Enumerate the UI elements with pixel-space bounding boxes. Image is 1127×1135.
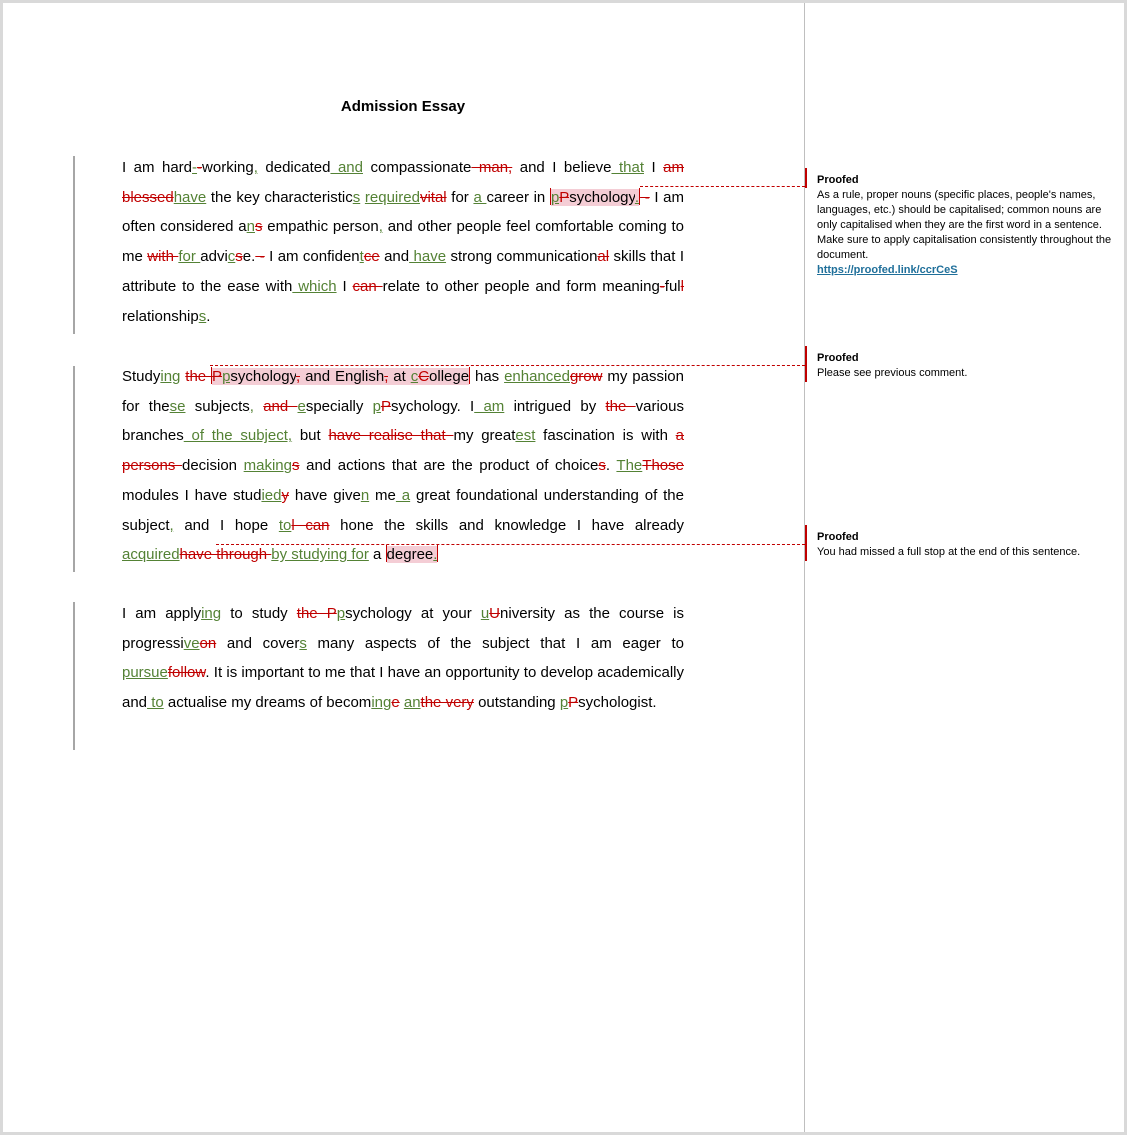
comment-marker-2 <box>805 346 807 382</box>
text-run: and English <box>300 368 385 385</box>
text-run: ful <box>664 277 681 295</box>
deleted-text: s <box>235 248 243 266</box>
text-run: my passion for the <box>122 368 684 415</box>
text-run: sychologist. <box>578 694 657 712</box>
text-run: and I believe <box>512 159 612 176</box>
inserted-text: acquired <box>122 546 180 564</box>
text-run: the key characteristic <box>206 188 353 206</box>
comment-connector-2 <box>210 365 805 366</box>
text-run: and cover <box>216 634 300 652</box>
deleted-text: - <box>640 188 650 206</box>
inserted-text: which <box>292 277 337 295</box>
inserted-text: s <box>299 634 307 652</box>
inserted-text: ing <box>201 605 222 622</box>
inserted-text: for <box>178 248 201 266</box>
comment-author: Proofed <box>817 174 859 186</box>
paragraph-3[interactable] <box>122 599 684 718</box>
text-run: actualise my dreams of becom <box>163 694 372 712</box>
deleted-text: U <box>489 605 501 622</box>
comment-1[interactable] <box>817 173 1112 278</box>
inserted-text: p <box>372 397 381 415</box>
deleted-text: s <box>254 218 263 236</box>
text-run: outstanding <box>473 694 560 712</box>
inserted-text: p <box>550 188 560 206</box>
comment-link[interactable]: https://proofed.link/ccrCeS <box>817 264 958 276</box>
change-bar-2 <box>73 366 75 572</box>
inserted-text: s <box>198 307 207 325</box>
comment-anchor-caret <box>437 545 438 562</box>
comment-marker-1 <box>805 168 807 188</box>
inserted-text: . <box>433 546 438 564</box>
deleted-text: the P <box>296 605 337 622</box>
deleted-text: s <box>292 457 300 475</box>
inserted-text: ve <box>183 634 200 652</box>
text-run: and actions that are the product of choice <box>299 457 599 475</box>
deleted-text: C <box>418 368 430 385</box>
deleted-text: - <box>659 277 665 295</box>
inserted-text: pursue <box>122 664 168 682</box>
deleted-text: have through <box>179 546 272 564</box>
inserted-text: required <box>364 188 420 206</box>
text-run: . <box>206 307 211 325</box>
text-run <box>254 398 263 415</box>
text-run: various branches <box>122 397 684 445</box>
deleted-text: on <box>199 634 217 652</box>
inserted-text: n <box>246 218 255 236</box>
text-run: working <box>202 159 254 176</box>
inserted-text: , <box>253 159 258 176</box>
deleted-text: grow <box>569 368 603 385</box>
text-run: Study <box>122 368 161 385</box>
text-run: many aspects of the subject that I am eager to <box>306 634 684 652</box>
comment-3[interactable] <box>817 530 1112 560</box>
comment-text: Please see previous comment. <box>817 367 968 379</box>
deleted-text: the <box>605 397 636 415</box>
deleted-text: , <box>296 368 301 385</box>
text-run: I am hard <box>122 159 193 176</box>
document-title: Admission Essay <box>340 98 466 115</box>
change-bar-3 <box>73 602 75 750</box>
inserted-text: am <box>474 397 505 415</box>
text-run: to study <box>221 605 297 622</box>
deleted-text: P <box>568 694 579 712</box>
text-run: hone the skills and knowledge I have already <box>329 516 685 534</box>
text-run: strong communication <box>446 248 598 266</box>
inserted-text: e <box>297 397 306 415</box>
change-bar-1 <box>73 156 75 334</box>
inserted-text: The <box>616 457 643 475</box>
inserted-text: u <box>480 605 490 622</box>
inserted-text: p <box>222 368 231 385</box>
inserted-text: c <box>410 368 419 385</box>
text-run: relationship <box>122 307 199 325</box>
deleted-text: P <box>212 368 223 385</box>
inserted-text: est <box>515 427 536 445</box>
text-run: advi <box>200 248 228 266</box>
inserted-text: of the subject, <box>183 427 293 445</box>
text-run: I am apply <box>122 605 202 622</box>
text-run: for <box>446 188 474 206</box>
deleted-text: am blessed <box>122 159 685 206</box>
deleted-text: follow <box>167 664 206 682</box>
comment-text: As a rule, proper nouns (specific places, people's names, languages, etc.) should be capitalised; common nouns are only capitalised when they are the first word in a sentence. Make sure to apply capitalisation consistently throughout the document. <box>817 189 1112 261</box>
inserted-text: p <box>559 694 569 712</box>
inserted-text: se <box>169 397 186 415</box>
comment-text: You had missed a full stop at the end of this sentence. <box>817 546 1081 558</box>
text-run: has <box>470 368 505 385</box>
text-run: ollege <box>429 368 470 385</box>
text-run: niversity as the course is progressi <box>122 605 684 652</box>
text-run: me <box>369 486 396 504</box>
deleted-text: s <box>598 457 606 475</box>
deleted-text: l <box>680 277 684 295</box>
text-run: sychology at your <box>345 605 481 622</box>
inserted-text: to <box>278 516 292 534</box>
deleted-text: P <box>380 397 391 415</box>
inserted-text: , <box>249 397 254 415</box>
inserted-text: that <box>611 159 644 176</box>
text-run: e. <box>242 248 256 266</box>
deleted-text: , <box>384 368 389 385</box>
comment-connector-1 <box>640 186 805 187</box>
text-run: sychology <box>230 368 296 385</box>
deleted-text: ce <box>363 248 380 266</box>
inserted-text: an <box>403 694 421 712</box>
inserted-text: , <box>169 516 174 534</box>
deleted-text: with <box>147 248 179 266</box>
text-run: and other people feel comfortable coming to me <box>122 218 684 266</box>
comment-marker-3 <box>805 525 807 561</box>
paragraph-1[interactable] <box>122 153 684 331</box>
text-run: I <box>336 277 353 295</box>
inserted-text: c <box>227 248 236 266</box>
text-run: degree <box>386 546 434 564</box>
deleted-text: - <box>197 159 203 176</box>
text-run: sychology <box>569 188 635 206</box>
deleted-text: l can <box>291 516 330 534</box>
text-run: decision <box>181 457 244 475</box>
text-run: compassionate <box>362 159 472 176</box>
text-run: career in <box>486 188 550 206</box>
text-run: have give <box>288 486 361 504</box>
text-run: . It is important to me that I have an opportunity to develop academically and <box>122 664 684 712</box>
text-run: but <box>292 427 329 445</box>
deleted-text: Those <box>642 457 684 475</box>
inserted-text: s <box>352 188 361 206</box>
inserted-text: n <box>360 486 370 504</box>
deleted-text: have realise that <box>328 427 454 445</box>
text-run: my great <box>453 427 516 445</box>
deleted-text: man, <box>471 159 513 176</box>
text-run: and I hope <box>173 516 279 534</box>
deleted-text: e <box>391 694 400 712</box>
inserted-text: enhanced <box>504 368 570 385</box>
deleted-text: - <box>255 248 265 266</box>
text-run: dedicated <box>257 159 331 176</box>
deleted-text: the <box>185 368 212 385</box>
inserted-text: making <box>243 457 292 475</box>
text-run: I <box>644 159 664 176</box>
deleted-text: a persons <box>122 427 685 475</box>
paragraph-2[interactable] <box>122 362 684 570</box>
inserted-text: . <box>634 188 640 206</box>
inserted-text: have <box>409 248 447 266</box>
text-run: a <box>368 546 386 564</box>
inserted-text: - <box>192 159 198 176</box>
text-run: subjects <box>185 397 250 415</box>
deleted-text: the very <box>420 694 474 712</box>
text-run: modules I have stud <box>122 486 262 504</box>
deleted-text: vital <box>419 188 447 206</box>
inserted-text: a <box>395 486 411 504</box>
text-run: I am confiden <box>264 248 360 266</box>
text-run: skills that I attribute to the ease with <box>122 248 685 295</box>
text-run: great foundational understanding of the subject <box>122 486 684 534</box>
inserted-text: p <box>336 605 346 622</box>
inserted-text: ing <box>371 694 392 712</box>
deleted-text: and <box>263 397 298 415</box>
comment-connector-3 <box>216 544 805 545</box>
text-run: empathic person <box>262 218 379 236</box>
text-run: I am often considered a <box>122 188 685 236</box>
inserted-text: , <box>378 218 383 236</box>
inserted-text: a <box>473 188 487 206</box>
inserted-text: and <box>330 159 363 176</box>
text-run: and <box>379 248 410 266</box>
deleted-text: al <box>597 248 610 266</box>
text-run: intrigued by <box>504 397 606 415</box>
comment-2[interactable] <box>817 351 1112 381</box>
deleted-text: P <box>559 188 570 206</box>
text-run: at <box>388 368 411 385</box>
text-run: sychology. I <box>391 397 475 415</box>
text-run: relate to other people and form meaning <box>382 277 660 295</box>
inserted-text: t <box>359 248 364 266</box>
deleted-text: can <box>352 277 383 295</box>
inserted-text: by studying for <box>271 546 369 564</box>
inserted-text: ing <box>160 368 181 385</box>
inserted-text: to <box>147 694 164 712</box>
inserted-text: have <box>173 188 207 206</box>
comment-author: Proofed <box>817 352 859 364</box>
text-run: fascination is with <box>535 427 676 445</box>
text-run: . <box>605 457 617 475</box>
comment-author: Proofed <box>817 531 859 543</box>
text-run: specially <box>305 397 373 415</box>
deleted-text: y <box>281 486 289 504</box>
inserted-text: ied <box>261 486 282 504</box>
